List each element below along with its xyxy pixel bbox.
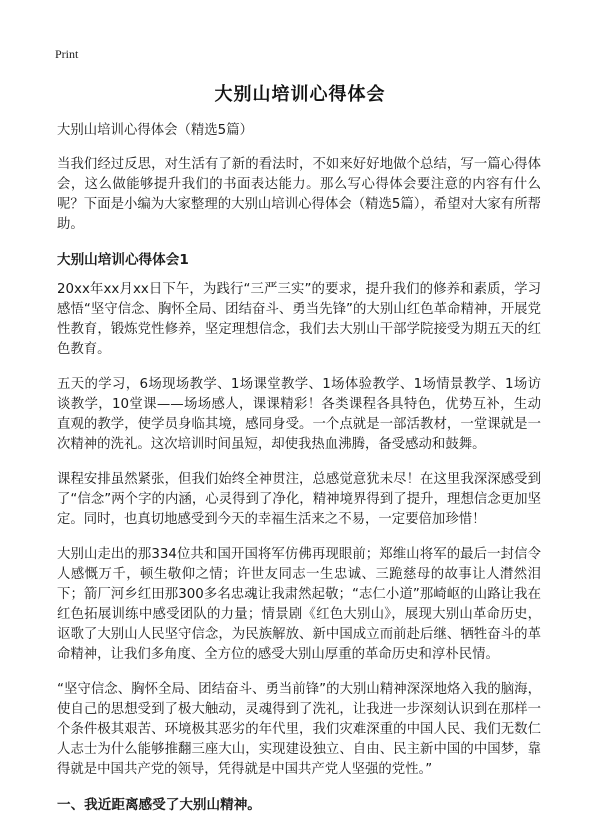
body-paragraph: 五天的学习，6场现场教学、1场课堂教学、1场体验教学、1场情景教学、1场访谈教学，10堂课——场场感人，课课精彩！各类课程各具特色，优势互补，生动直观的教学，使学员身临其境，感同身受。一个点就是一部活教材，一堂课就是一次精神的洗礼。这次培训时间虽短，却使我热血沸腾，备受感动和鼓舞。: [57, 377, 541, 452]
article-body: [57, 121, 541, 815]
subsection-heading: 一、我近距离感受了大别山精神。: [57, 797, 261, 813]
body-paragraph: 课程安排虽然紧张，但我们始终全神贯注，总感觉意犹未尽！在这里我深深感受到了“信念”两个字的内涵，心灵得到了净化，精神境界得到了提升，理想信念更加坚定。同时，也真切地感受到今天的幸福生活来之不易，一定要倍加珍惜！: [57, 472, 541, 527]
print-label: Print: [55, 47, 79, 61]
section-heading: 大别山培训心得体会1: [57, 252, 189, 268]
body-paragraph: 20xx年xx月xx日下午，为践行“三严三实”的要求，提升我们的修养和素质，学习感悟“坚守信念、胸怀全局、团结奋斗、勇当先锋”的大别山红色革命精神，开展党性教育，锻炼党性修养，坚定理想信念，我们去大别山干部学院接受为期五天的红色教育。: [57, 282, 541, 357]
intro-paragraph: 当我们经过反思，对生活有了新的看法时，不如来好好地做个总结，写一篇心得体会，这么做能够提升我们的书面表达能力。那么写心得体会要注意的内容有什么呢？下面是小编为大家整理的大别山培训心得体会（精选5篇），希望对大家有所帮助。: [57, 157, 541, 232]
body-paragraph: 大别山走出的那334位共和国开国将军仿佛再现眼前；郑维山将军的最后一封信令人感慨万千，顿生敬仰之情；许世友同志一生忠诚、三跪慈母的故事让人潸然泪下；箭厂河乡红田那300多名忠魂让我肃然起敬；“志仁小道”那崎岖的山路让我在红色拓展训练中感受团队的力量；情景剧《红色大别山》，展现大别山革命历史，讴歌了大别山人民坚守信念，为民族解放、新中国成立而前赴后继、牺牲奋斗的革命精神，让我们多角度、全方位的感受大别山厚重的革命历史和淳朴民情。: [57, 547, 541, 662]
article-subtitle: 大别山培训心得体会（精选5篇）: [57, 123, 253, 138]
body-paragraph: “坚守信念、胸怀全局、团结奋斗、勇当前锋”的大别山精神深深地烙入我的脑海，使自己的思想受到了极大触动，灵魂得到了洗礼，让我进一步深刻认识到在那样一个条件极其艰苦、环境极其恶劣的年代里，我们灾难深重的中国人民、我们无数仁人志士为什么能够推翻三座大山，实现建设独立、自由、民主新中国的中国梦，靠得就是中国共产党的领导，凭得就是中国共产党人坚强的党性。”: [57, 682, 541, 777]
page-title: 大别山培训心得体会: [214, 84, 386, 105]
